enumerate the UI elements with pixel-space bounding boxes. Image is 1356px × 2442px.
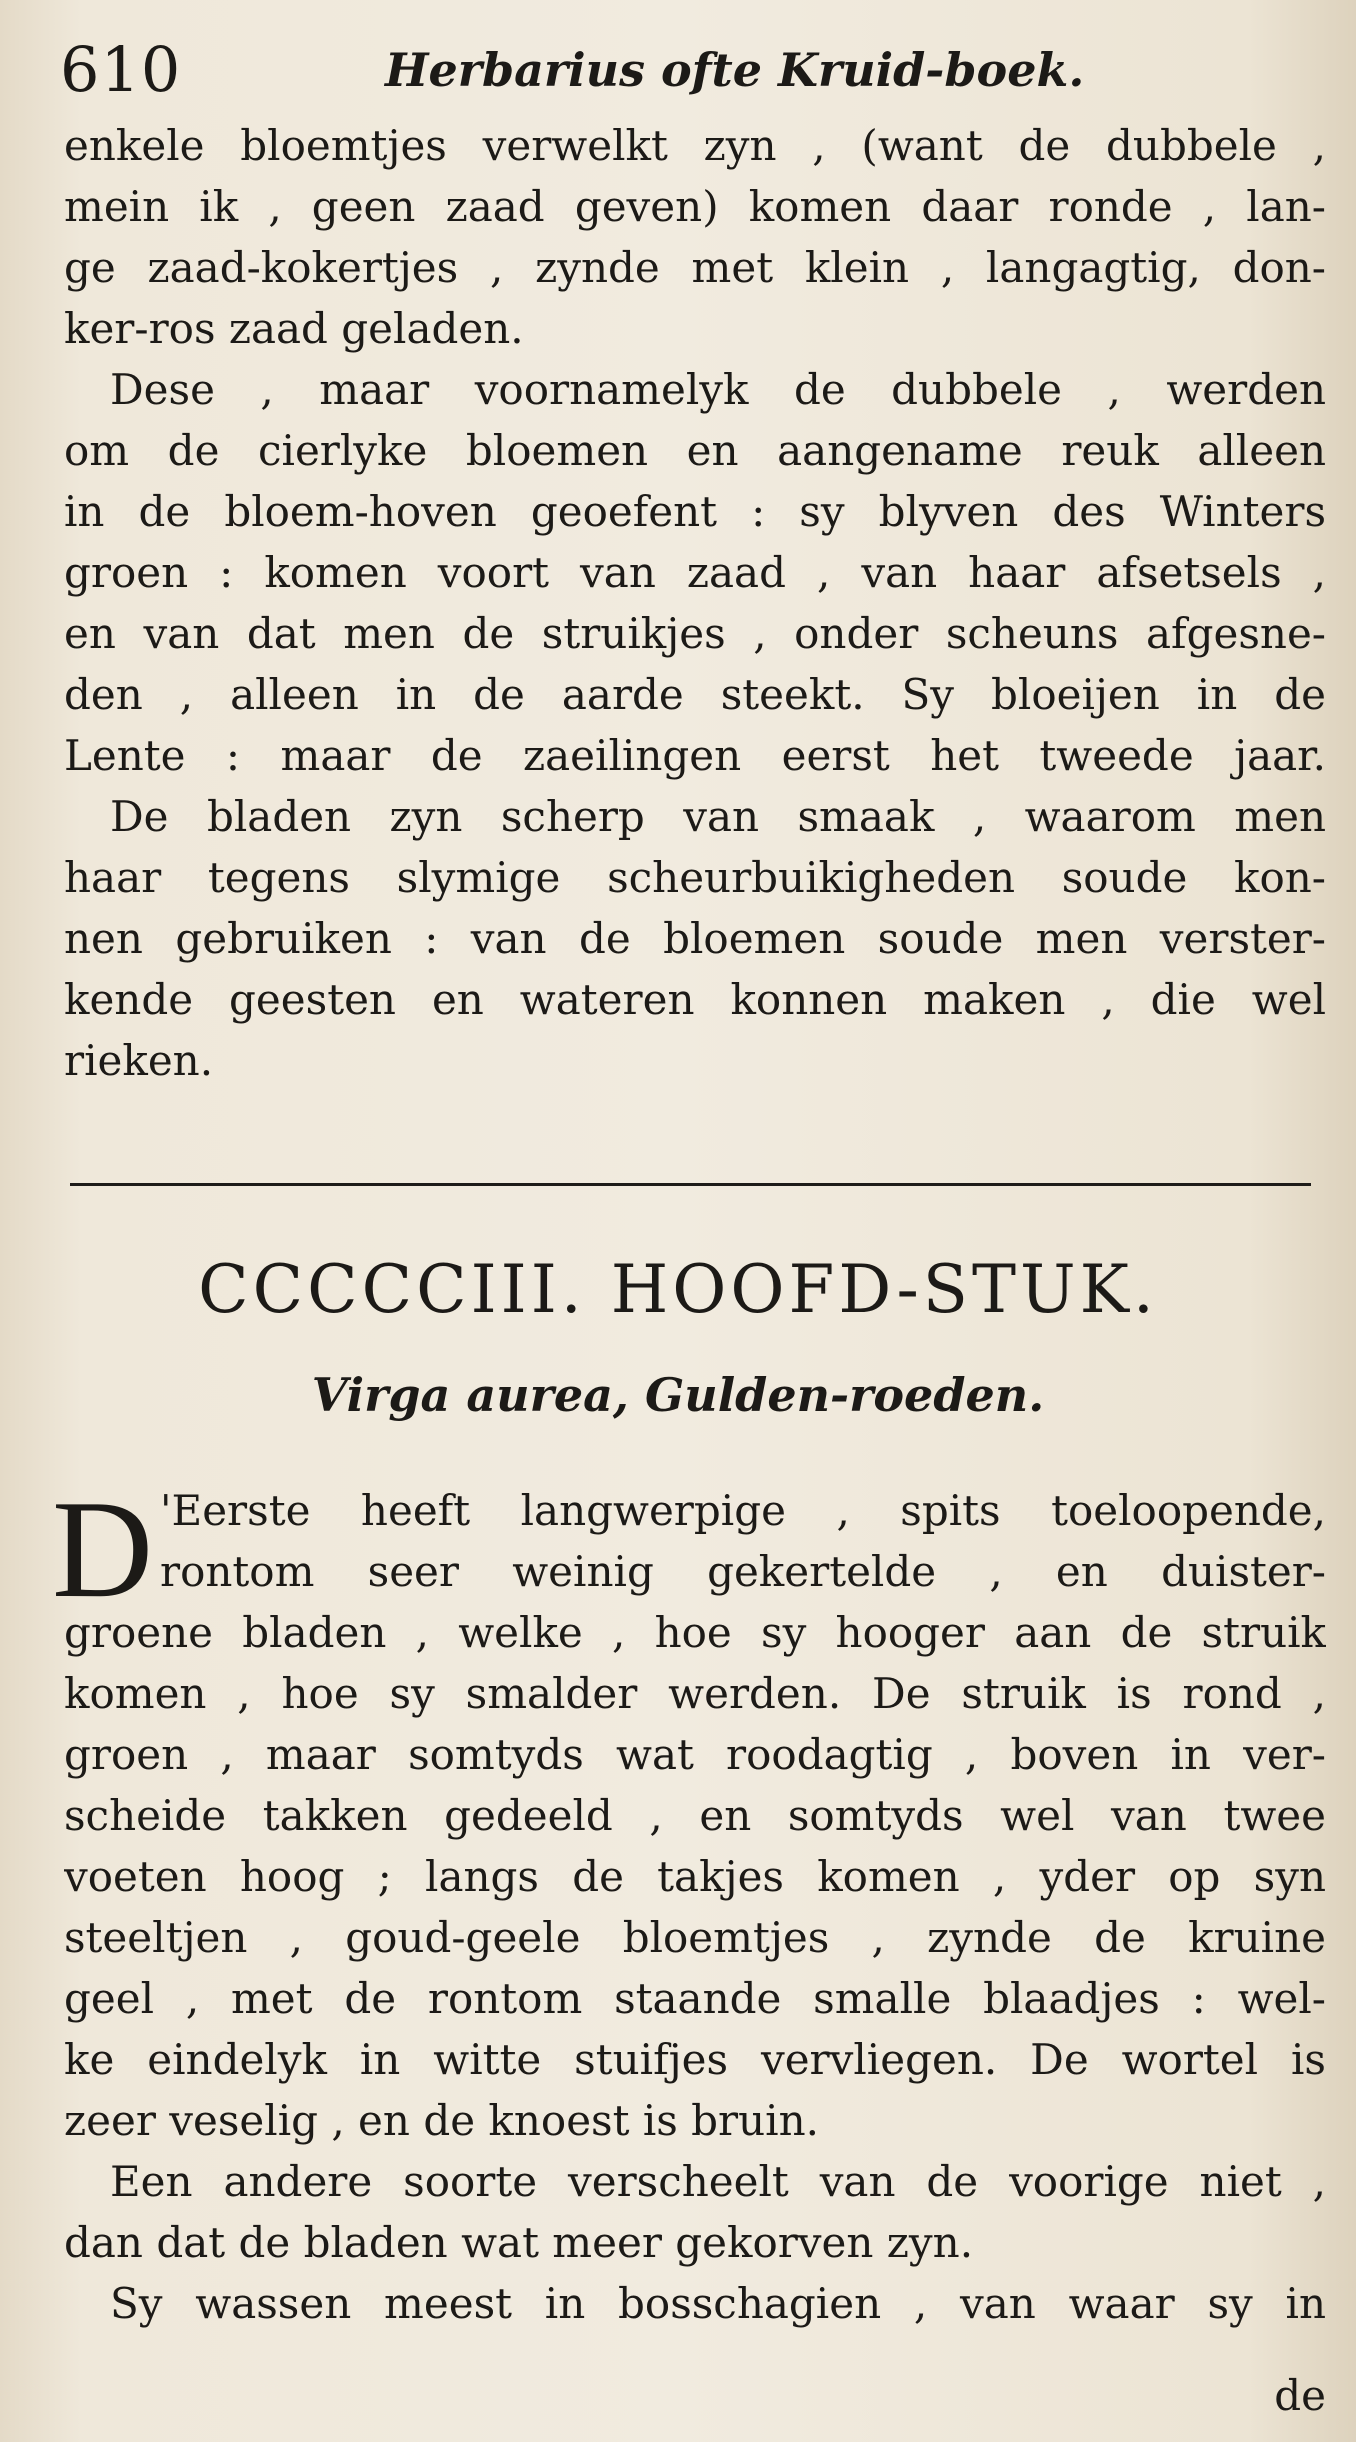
text-line: kende geesten en wateren konnen maken , die wel	[64, 975, 1326, 1024]
text-line: ke eindelyk in witte stuifjes vervliegen. De wortel is	[64, 2035, 1326, 2084]
section-2-text	[64, 1480, 1326, 2334]
text-line: 'Eerste heeft langwerpige , spits toeloopende,	[160, 1486, 1326, 1535]
text-line: nen gebruiken : van de bloemen soude men verster-	[64, 914, 1326, 963]
text-line: zeer veselig , en de knoest is bruin.	[64, 2096, 820, 2145]
drop-cap: D	[52, 1472, 154, 1627]
text-line: den , alleen in de aarde steekt. Sy bloeijen in de	[64, 670, 1326, 719]
chapter-heading: CCCCCIII. HOOFD-STUK.	[198, 1251, 1158, 1328]
text-line: haar tegens slymige scheurbuikigheden soude kon-	[64, 853, 1326, 902]
text-line: komen , hoe sy smalder werden. De struik is rond ,	[64, 1669, 1326, 1718]
text-line: De bladen zyn scherp van smaak , waarom men	[110, 792, 1326, 841]
chapter-subtitle: Virga aurea, Gulden-roeden.	[311, 1368, 1045, 1422]
running-head: Herbarius ofte Kruid-boek.	[385, 43, 1085, 97]
text-line: scheide takken gedeeld , en somtyds wel van twee	[64, 1791, 1326, 1840]
text-line: Een andere soorte verscheelt van de voorige niet ,	[110, 2157, 1326, 2206]
catchword: de	[1274, 2371, 1326, 2420]
text-line: en van dat men de struikjes , onder scheuns afgesne-	[64, 609, 1326, 658]
text-line: ge zaad-kokertjes , zynde met klein , langagtig, don-	[64, 243, 1326, 292]
text-line: groen : komen voort van zaad , van haar afsetsels ,	[64, 548, 1326, 597]
page-number: 610	[60, 33, 182, 106]
section-divider-rule	[70, 1183, 1311, 1186]
text-line: ker-ros zaad geladen.	[64, 304, 524, 353]
text-line: mein ik , geen zaad geven) komen daar ronde , lan-	[64, 182, 1326, 231]
text-line: Lente : maar de zaeilingen eerst het tweede jaar.	[64, 731, 1326, 780]
text-line: rontom seer weinig gekertelde , en duister-	[160, 1547, 1326, 1596]
text-line: Sy wassen meest in bosschagien , van waar sy in	[110, 2279, 1326, 2328]
text-line: Dese , maar voornamelyk de dubbele , werden	[110, 365, 1326, 414]
section-1-text	[64, 115, 1326, 1091]
text-line: voeten hoog ; langs de takjes komen , yder op syn	[64, 1852, 1326, 1901]
text-line: enkele bloemtjes verwelkt zyn , (want de dubbele ,	[64, 121, 1326, 170]
text-line: geel , met de rontom staande smalle blaadjes : wel-	[64, 1974, 1326, 2023]
text-line: in de bloem-hoven geoefent : sy blyven des Winters	[64, 487, 1326, 536]
text-line: dan dat de bladen wat meer gekorven zyn.	[64, 2218, 974, 2267]
text-line: om de cierlyke bloemen en aangename reuk alleen	[64, 426, 1326, 475]
page-header	[60, 30, 1316, 110]
text-line: rieken.	[64, 1036, 214, 1085]
text-line: steeltjen , goud-geele bloemtjes , zynde de kruine	[64, 1913, 1326, 1962]
text-line: groen , maar somtyds wat roodagtig , boven in ver-	[64, 1730, 1326, 1779]
text-line: groene bladen , welke , hoe sy hooger aan de struik	[64, 1608, 1326, 1657]
